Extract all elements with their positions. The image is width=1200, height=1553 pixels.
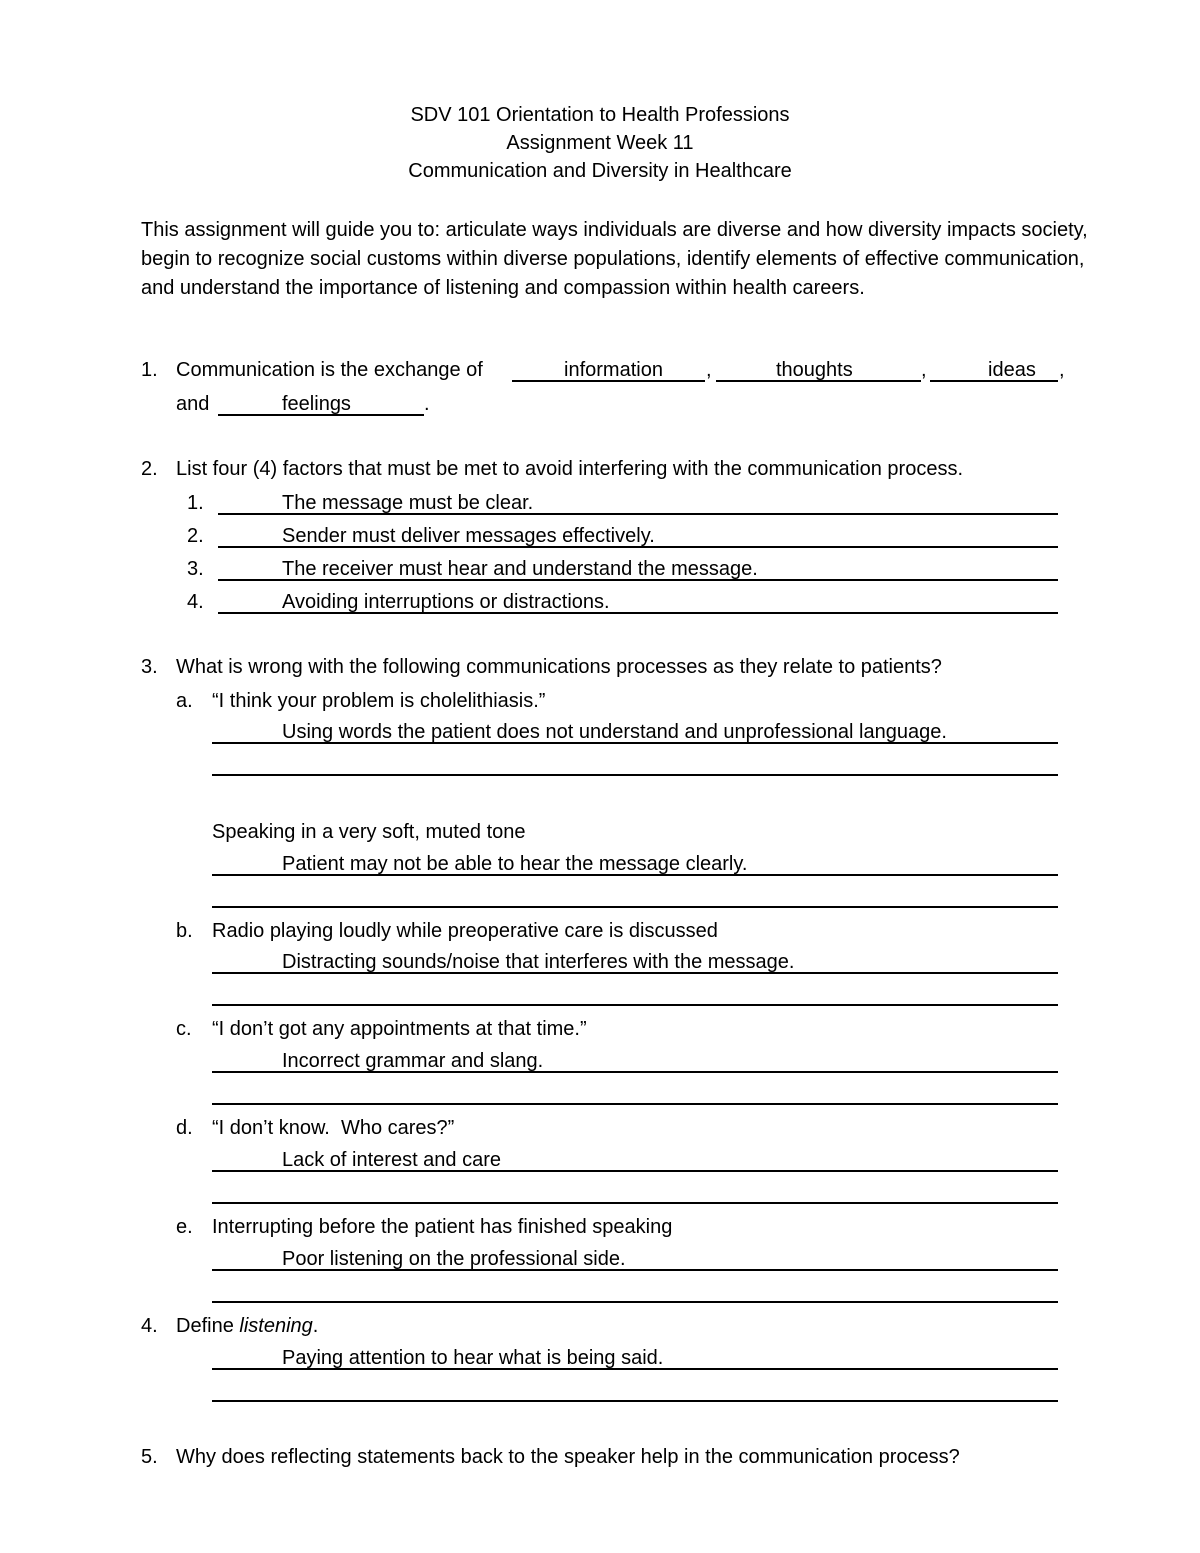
q2-text: List four (4) factors that must be met to avoid interfering with the communication process. [176,458,964,480]
doc-subtitle: Assignment Week 11 [506,132,694,154]
q3-blank-line [212,1301,1058,1303]
q4-period: . [312,1315,319,1337]
q2-answer: Sender must deliver messages effectively. [282,525,655,547]
q2-answer: Avoiding interruptions or distractions. [282,591,610,613]
q4-number: 4. [141,1315,158,1337]
q4-blank-line [212,1400,1058,1402]
q1-number: 1. [141,359,158,381]
intro-paragraph: This assignment will guide you to: articulate ways individuals are diverse and how diversity impacts society, begin to recognize social customs within diverse populations, identify elements of effective communication, and understand the importance of listening and compassion within health careers. [141,219,1088,299]
q1-answer-4: feelings [282,393,351,415]
q3-item-letter: b. [176,920,193,942]
q3-item-prompt: “I don’t know. Who cares?” [212,1117,455,1139]
q3-answer: Using words the patient does not understand and unprofessional language. [282,721,947,743]
q3-blank-line [212,1202,1058,1204]
q3-blank-line [212,774,1058,776]
q3-text: What is wrong with the following communications processes as they relate to patients? [176,656,942,678]
q3-item-prompt: Interrupting before the patient has finished speaking [212,1216,673,1238]
q1-text: Communication is the exchange of [176,359,483,381]
q4-text [176,1314,318,1338]
q3-item-letter: e. [176,1216,193,1238]
q5-number: 5. [141,1446,158,1468]
q3-answer: Incorrect grammar and slang. [282,1050,544,1072]
q1-comma-2: , [921,359,927,381]
q1-answer-3: ideas [988,359,1036,381]
q3-number: 3. [141,656,158,678]
q1-comma-1: , [706,359,712,381]
q5-text: Why does reflecting statements back to the speaker help in the communication process? [176,1446,960,1468]
q3-answer: Patient may not be able to hear the message clearly. [282,853,748,875]
q3-item-prompt: “I don’t got any appointments at that time.” [212,1018,587,1040]
q2-answer: The message must be clear. [282,492,534,514]
q3-blank-line [212,1103,1058,1105]
q1-period: . [424,393,430,415]
q3-blank-line [212,906,1058,908]
q1-answer-1: information [564,359,663,381]
q1-comma-3: , [1059,359,1065,381]
q4-term: listening [239,1315,313,1337]
q3-answer: Poor listening on the professional side. [282,1248,626,1270]
q2-number: 2. [141,458,158,480]
q3-item-prompt: Speaking in a very soft, muted tone [212,821,526,843]
q3-item-letter: d. [176,1117,193,1139]
q3-answer: Distracting sounds/noise that interferes with the message. [282,951,795,973]
q3-blank-line [212,1004,1058,1006]
q2-item-number: 2. [187,525,204,547]
q3-item-prompt: “I think your problem is cholelithiasis.” [212,690,546,712]
q3-item-prompt: Radio playing loudly while preoperative care is discussed [212,920,718,942]
q1-and: and [176,393,210,415]
doc-title: SDV 101 Orientation to Health Professions [410,104,790,126]
q2-item-number: 1. [187,492,204,514]
q4-text-label: Define [176,1315,234,1337]
q3-item-letter: c. [176,1018,192,1040]
q3-answer: Lack of interest and care [282,1149,502,1171]
q2-item-number: 4. [187,591,204,613]
q2-answer: The receiver must hear and understand the message. [282,558,758,580]
doc-topic: Communication and Diversity in Healthcare [408,160,792,182]
q4-answer: Paying attention to hear what is being said. [282,1347,664,1369]
q1-answer-2: thoughts [776,359,853,381]
q2-item-number: 3. [187,558,204,580]
q3-item-letter: a. [176,690,193,712]
